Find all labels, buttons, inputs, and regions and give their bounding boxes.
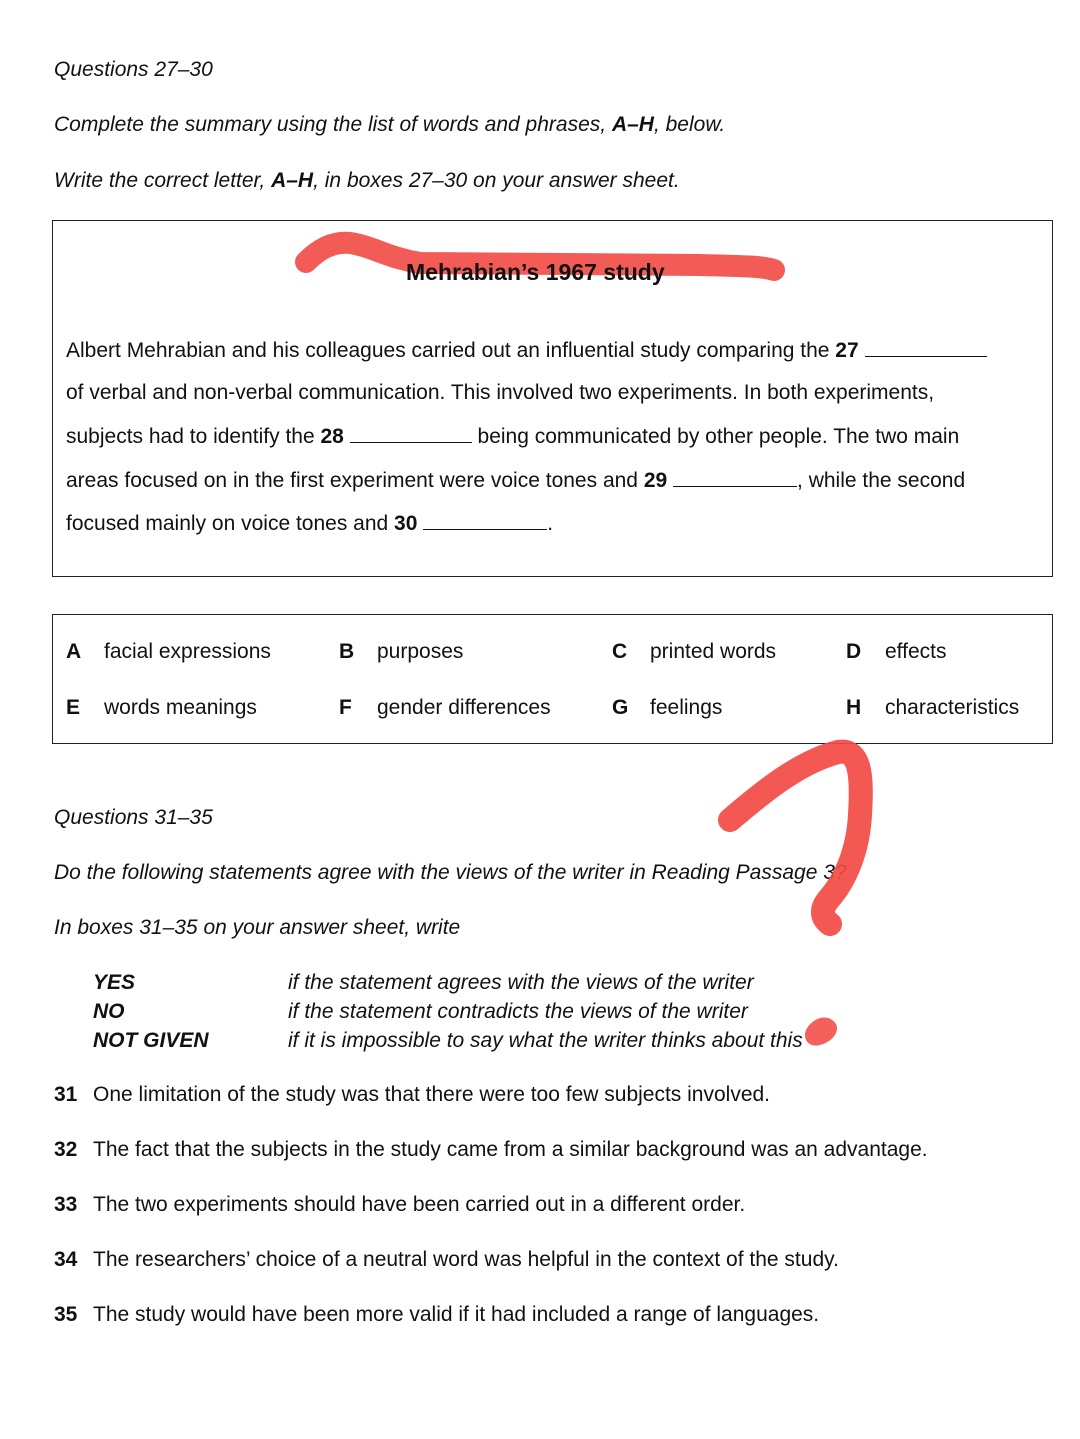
summary-text: being communicated by other people. The two main	[471, 425, 960, 448]
option-text-d: effects	[885, 640, 947, 663]
key-term-yes: YES	[93, 971, 136, 994]
question-text-35: The study would have been more valid if it had included a range of languages.	[93, 1303, 820, 1326]
questions-31-35-heading: Questions 31–35	[54, 806, 213, 829]
answer-blank-28[interactable]	[350, 424, 472, 443]
gap-number-29: 29	[643, 469, 668, 492]
options-box	[52, 614, 1053, 744]
option-text-c: printed words	[650, 640, 777, 663]
instruction-text: , in boxes 27–30 on your answer sheet.	[313, 169, 680, 192]
option-letter-h: H	[846, 696, 862, 719]
option-letter-f: F	[339, 696, 352, 719]
key-term-not-given: NOT GIVEN	[93, 1029, 209, 1052]
questions-27-30-heading: Questions 27–30	[54, 58, 213, 81]
question-text-31: One limitation of the study was that there were too few subjects involved.	[93, 1083, 771, 1106]
option-text-h: characteristics	[885, 696, 1020, 719]
instruction-boxes-write: In boxes 31–35 on your answer sheet, write	[54, 916, 461, 939]
option-text-b: purposes	[377, 640, 464, 663]
gap-number-30: 30	[394, 512, 418, 535]
question-text-32: The fact that the subjects in the study came from a similar background was an advantage.	[93, 1138, 928, 1161]
answer-blank-29[interactable]	[673, 468, 797, 487]
question-number-35: 35	[54, 1303, 78, 1326]
summary-line-5	[66, 511, 553, 536]
question-text-33: The two experiments should have been carried out in a different order.	[93, 1193, 746, 1216]
summary-line-4	[66, 468, 965, 493]
option-text-e: words meanings	[104, 696, 257, 719]
option-letter-d: D	[846, 640, 862, 663]
question-text-34: The researchers’ choice of a neutral word was helpful in the context of the study.	[93, 1248, 839, 1271]
option-letter-e: E	[66, 696, 81, 719]
answer-blank-27[interactable]	[865, 338, 987, 357]
instruction-text: Write the correct letter,	[54, 169, 272, 192]
instruction-bold: A–H	[611, 113, 654, 136]
question-number-32: 32	[54, 1138, 78, 1161]
summary-text: subjects had to identify the	[66, 425, 321, 448]
key-term-no: NO	[93, 1000, 125, 1023]
key-desc-yes: if the statement agrees with the views of the writer	[288, 971, 754, 994]
option-letter-a: A	[66, 640, 82, 663]
summary-line-1	[66, 338, 987, 363]
option-letter-g: G	[612, 696, 629, 719]
gap-number-27: 27	[835, 339, 859, 362]
question-number-31: 31	[54, 1083, 78, 1106]
gap-number-28: 28	[320, 425, 344, 448]
option-text-g: feelings	[650, 696, 723, 719]
answer-blank-30[interactable]	[423, 511, 547, 530]
instruction-write-letter	[54, 169, 680, 193]
question-number-33: 33	[54, 1193, 78, 1216]
option-text-f: gender differences	[377, 696, 551, 719]
instruction-text: Complete the summary using the list of words and phrases,	[54, 113, 612, 136]
instruction-agree-views: Do the following statements agree with the views of the writer in Reading Passage 3?	[54, 861, 847, 884]
instruction-complete-summary	[54, 113, 725, 137]
summary-text: Albert Mehrabian and his colleagues carried out an influential study comparing the	[66, 339, 836, 362]
summary-text: focused mainly on voice tones and	[66, 512, 395, 535]
option-letter-c: C	[612, 640, 628, 663]
instruction-bold: A–H	[271, 169, 314, 192]
option-letter-b: B	[339, 640, 355, 663]
summary-text: areas focused on in the first experiment were voice tones and	[66, 469, 644, 492]
key-desc-not-given: if it is impossible to say what the writer thinks about this	[288, 1029, 803, 1052]
question-number-34: 34	[54, 1248, 78, 1271]
summary-text: , while the second	[797, 469, 966, 492]
summary-title: Mehrabian’s 1967 study	[406, 259, 665, 285]
summary-line-2: of verbal and non-verbal communication. This involved two experiments. In both experiments,	[66, 381, 935, 404]
option-text-a: facial expressions	[104, 640, 271, 663]
key-desc-no: if the statement contradicts the views of the writer	[288, 1000, 748, 1023]
summary-line-3	[66, 424, 959, 449]
instruction-text: , below.	[653, 113, 726, 136]
summary-text: .	[547, 512, 554, 535]
